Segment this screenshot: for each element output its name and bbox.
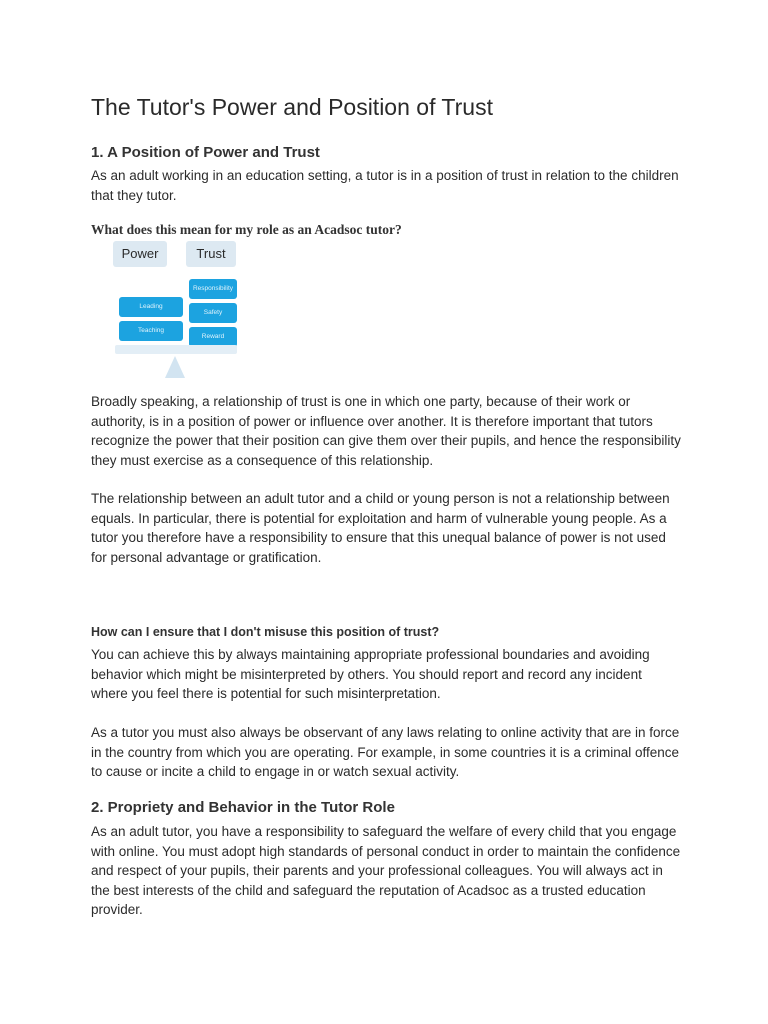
laws-paragraph: As a tutor you must also always be observant of any laws relating to online activity that are in force in the country from which you are operating. For example, in some countries it is a criminal offence to cause or incite a child to engage in or watch sexual activity.: [91, 725, 680, 779]
trust-item-reward: Reward: [189, 327, 237, 347]
trust-item-safety: Safety: [189, 303, 237, 323]
section-1-intro: As an adult working in an education setting, a tutor is in a position of trust in relation to the children that they tutor.: [91, 168, 679, 203]
section-1-heading: 1. A Position of Power and Trust: [91, 144, 320, 161]
power-item-teaching: Teaching: [119, 321, 183, 341]
section-2-paragraph: As an adult tutor, you have a responsibility to safeguard the welfare of every child that you engage with online. You must adopt high standards of personal conduct in order to maintain the confidence and respect of your pupils, their parents and your professional colleagues. You will always act in the best interests of the child and safeguard the reputation of Acadsoc as a trusted education provider.: [91, 824, 681, 917]
trust-item-responsibility: Responsibility: [189, 279, 237, 299]
balance-pivot: [165, 356, 185, 378]
trust-relationship-paragraph: Broadly speaking, a relationship of trust is one in which one party, because of their work or authority, is in a position of power or influence over another. It is therefore important that tutors recognize the power that their position can give them over their pupils, and hence the responsibility they must exercise as a consequence of this relationship.: [91, 394, 681, 468]
power-trust-diagram: [91, 235, 253, 385]
page-title: The Tutor's Power and Position of Trust: [91, 94, 493, 120]
section-2-heading: 2. Propriety and Behavior in the Tutor Role: [91, 799, 395, 816]
power-label: Power: [113, 241, 167, 267]
misuse-question: How can I ensure that I don't misuse this position of trust?: [91, 625, 440, 639]
equals-paragraph: The relationship between an adult tutor and a child or young person is not a relationship between equals. In particular, there is potential for exploitation and harm of vulnerable young people. As a tutor you therefore have a responsibility to ensure that this unequal balance of power is not used for personal advantage or gratification.: [91, 491, 670, 565]
role-question: What does this mean for my role as an Acadsoc tutor?: [91, 222, 402, 237]
trust-label: Trust: [186, 241, 236, 267]
boundaries-paragraph: You can achieve this by always maintaining appropriate professional boundaries and avoiding behavior which might be misinterpreted by others. You should report and record any incident where you feel there is potential for such misinterpretation.: [91, 647, 650, 701]
power-item-leading: Leading: [119, 297, 183, 317]
balance-beam: [115, 345, 237, 354]
